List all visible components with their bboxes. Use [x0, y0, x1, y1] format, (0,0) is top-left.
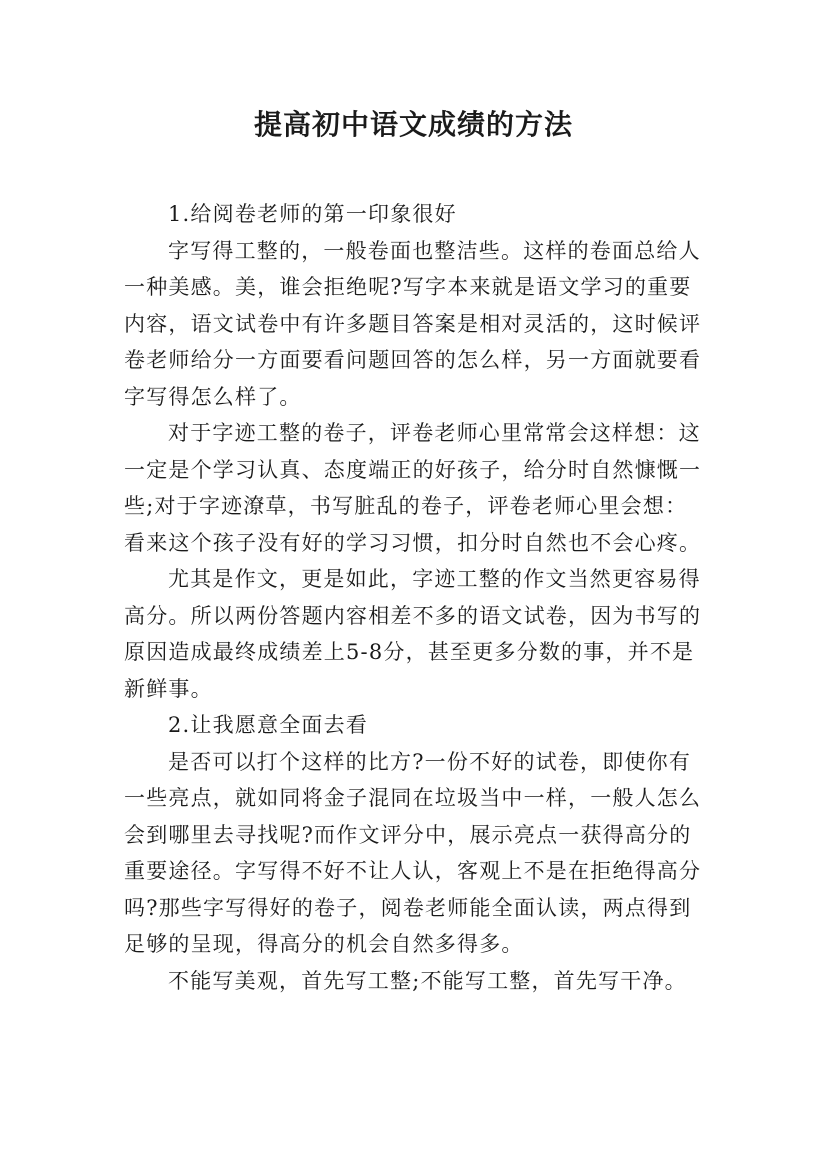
text-line: 高分。所以两份答题内容相差不多的语文试卷，因为书写的 — [124, 603, 702, 628]
text-line: 重要途径。字写得不好不让人认，客观上不是在拒绝得高分 — [124, 859, 702, 883]
text-line: 字写得工整的，一般卷面也整洁些。这样的卷面总给人 — [168, 238, 701, 263]
document-title: 提高初中语文成绩的方法 — [253, 108, 573, 141]
text-line: 一些亮点，就如同将金子混同在垃圾当中一样，一般人怎么 — [124, 786, 702, 810]
text-line: 看来这个孩子没有好的学习习惯，扣分时自然也不会心疼。 — [124, 530, 702, 555]
text-line: 是否可以打个这样的比方?一份不好的试卷，即使你有 — [168, 749, 692, 774]
text-line: 字写得怎么样了。 — [124, 384, 302, 409]
text-line: 1.给阅卷老师的第一印象很好 — [168, 202, 457, 226]
text-line: 一种美感。美，谁会拒绝呢?写字本来就是语文学习的重要 — [124, 275, 692, 299]
text-line: 对于字迹工整的卷子，评卷老师心里常常会这样想：这 — [168, 421, 701, 445]
text-line: 不能写美观，首先写工整;不能写工整，首先写干净。 — [168, 968, 687, 993]
text-line: 原因造成最终成绩差上5-8分，甚至更多分数的事，并不是 — [124, 640, 695, 664]
text-line: 些;对于字迹潦草，书写脏乱的卷子，评卷老师心里会想： — [124, 494, 688, 518]
text-line: 尤其是作文，更是如此，字迹工整的作文当然更容易得 — [168, 567, 701, 591]
text-line: 足够的呈现，得高分的机会自然多得多。 — [124, 932, 524, 956]
text-line: 内容，语文试卷中有许多题目答案是相对灵活的，这时候评 — [124, 311, 702, 336]
text-line: 会到哪里去寻找呢?而作文评分中，展示亮点一获得高分的 — [124, 822, 692, 847]
text-line: 卷老师给分一方面要看问题回答的怎么样，另一方面就要看 — [124, 348, 702, 372]
text-line: 2.让我愿意全面去看 — [168, 713, 369, 737]
text-line: 吗?那些字写得好的卷子，阅卷老师能全面认读，两点得到 — [124, 895, 692, 920]
document-body — [124, 196, 704, 999]
text-line: 一定是个学习认真、态度端正的好孩子，给分时自然慷慨一 — [124, 457, 702, 482]
text-line: 新鲜事。 — [124, 676, 213, 701]
